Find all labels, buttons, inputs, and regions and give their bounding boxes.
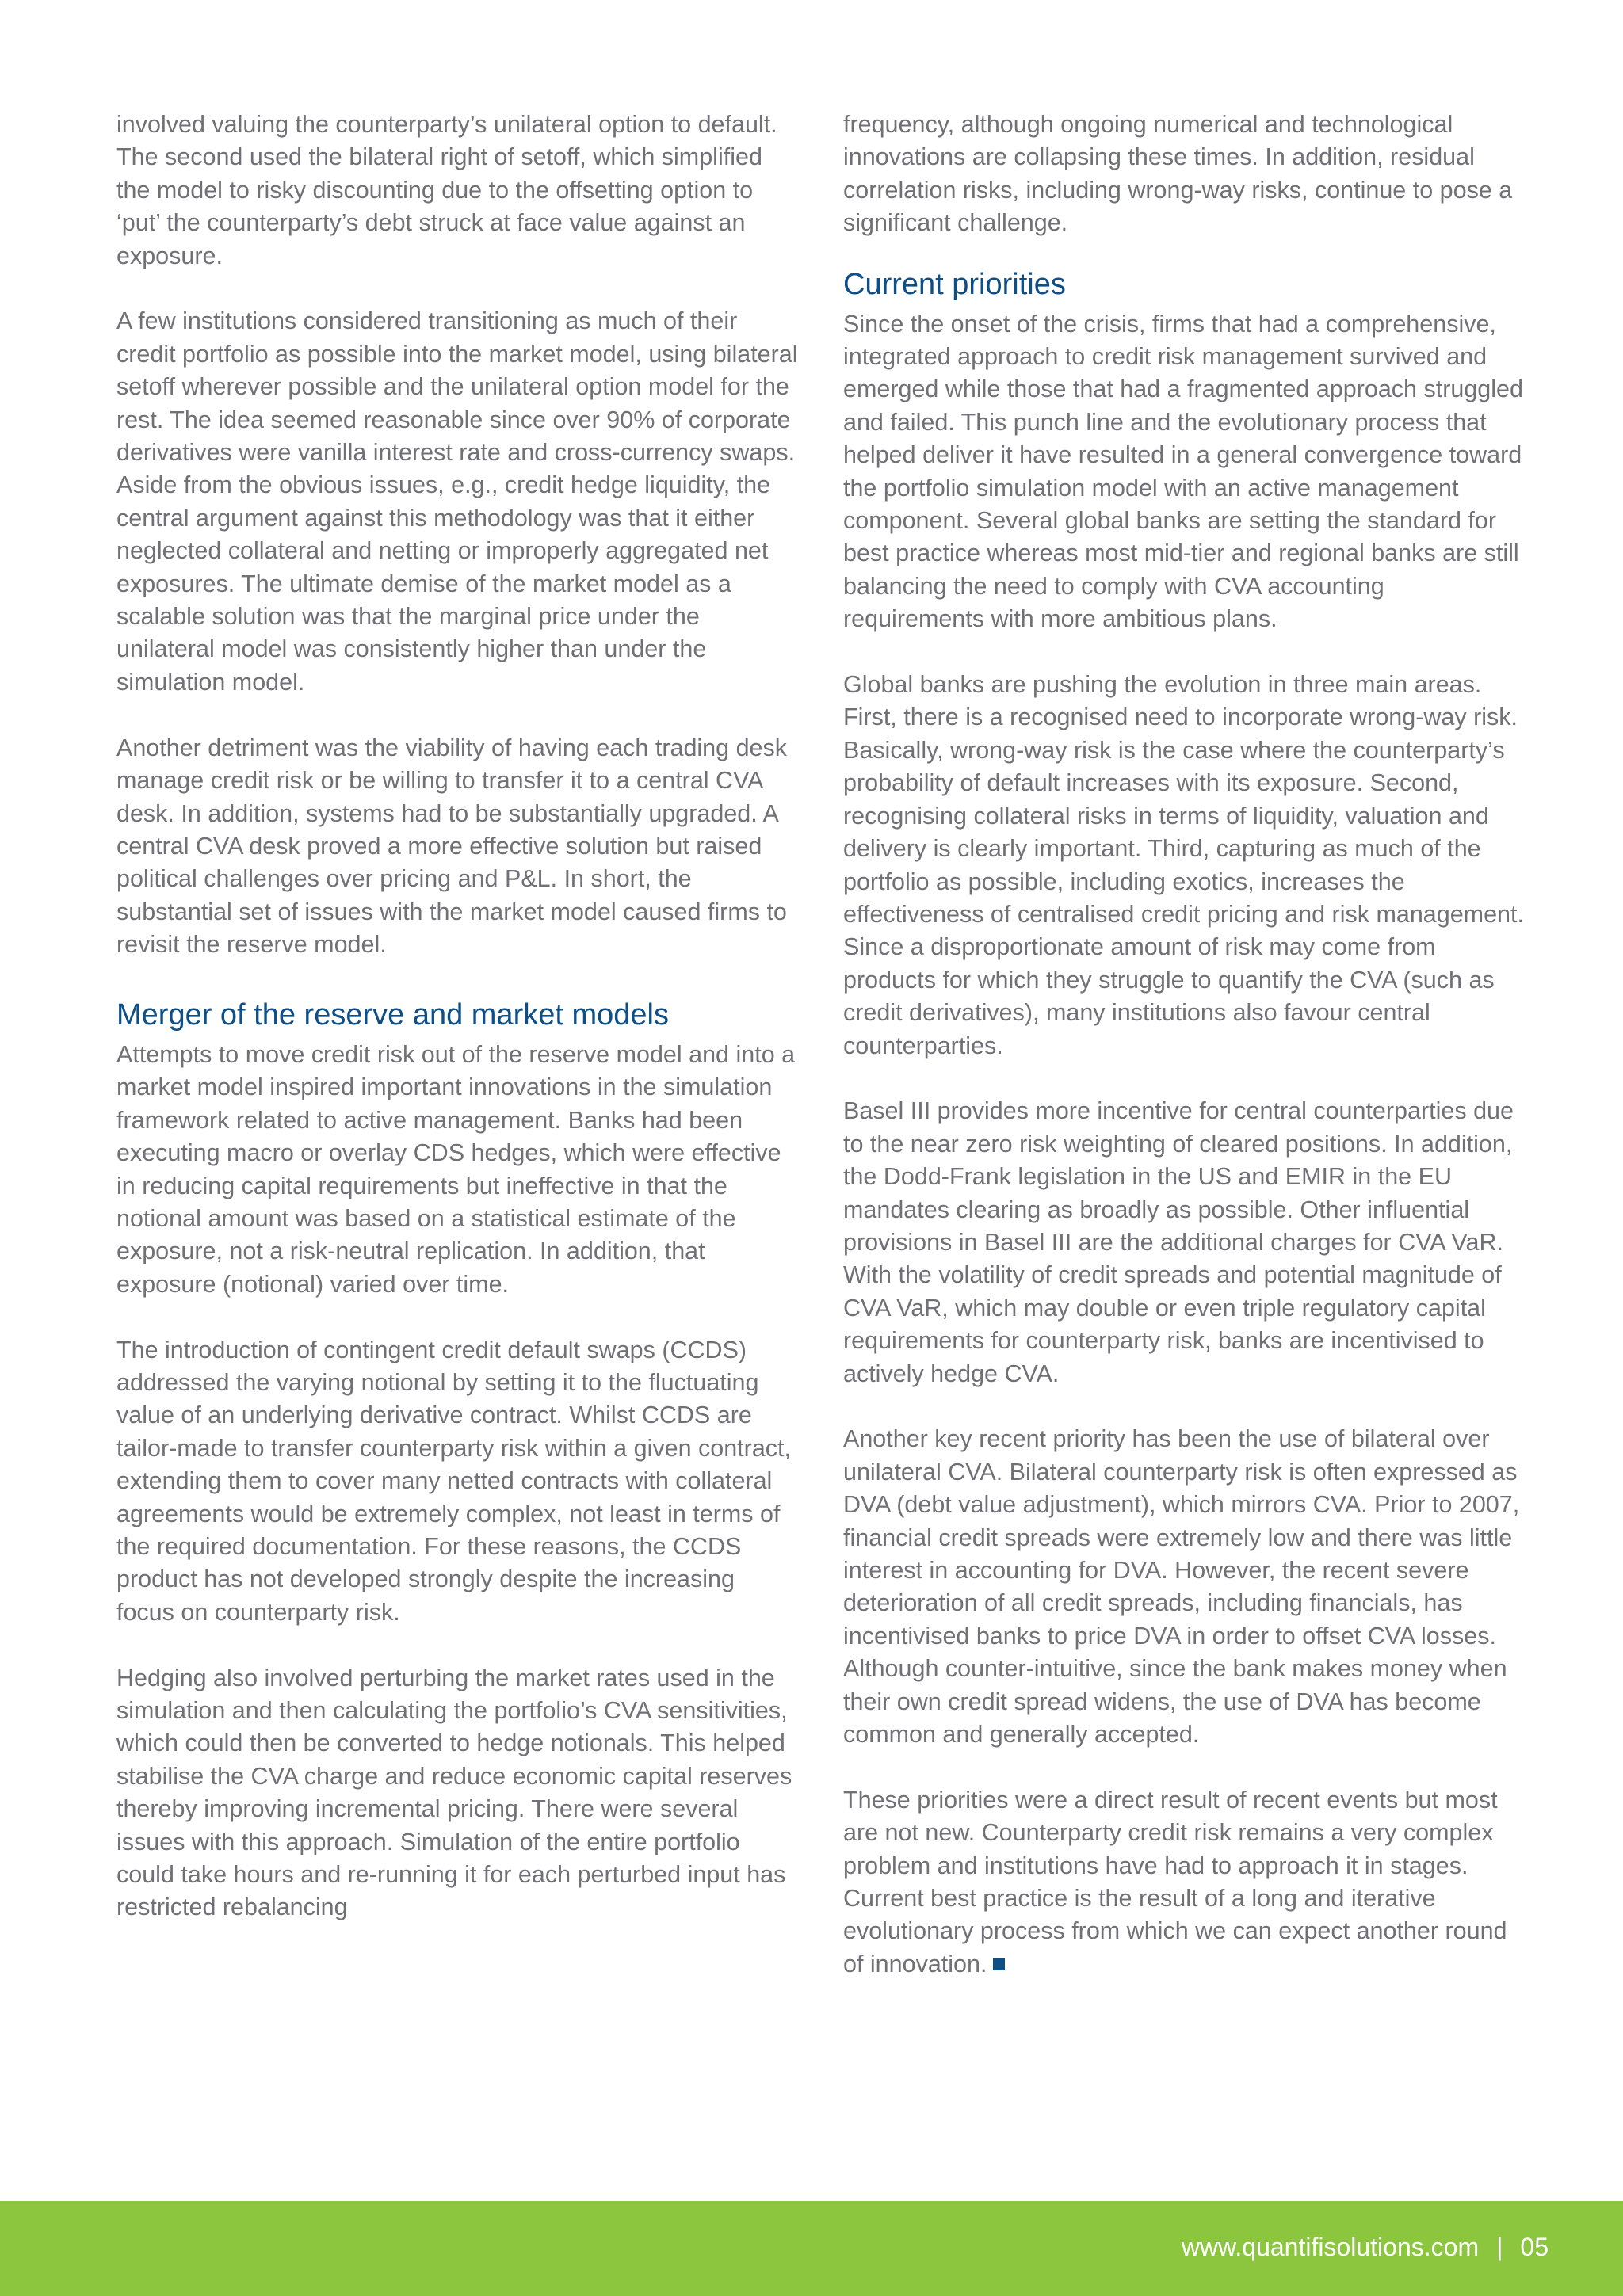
footer-text <box>1182 2231 1549 2263</box>
paragraph: Another detriment was the viability of having each trading desk manage credit risk or be willing to transfer it to a central CVA desk. In addition, systems had to be substantially upgraded. A central CVA desk proved a more effective solution but raised political challenges over pricing and P&L. In short, the substantial set of issues with the market model caused firms to revisit the reserve model. <box>116 734 788 959</box>
paragraph: Basel III provides more incentive for central counterparties due to the near zero risk weighting of cleared positions. In addition, the Dodd-Frank legislation in the US and EMIR in the EU mandates clearing as broadly as possible. Other influential provisions in Basel III are the additional charges for CVA VaR. With the volatility of credit spreads and potential magnitude of CVA VaR, which may double or even triple regulatory capital requirements for counterparty risk, banks are incentivised to actively hedge CVA. <box>843 1097 1514 1387</box>
paragraph: Hedging also involved perturbing the market rates used in the simulation and then calculating the portfolio’s CVA sensitivities, which could then be converted to hedge notionals. This helped stabilise the CVA charge and reduce economic capital reserves thereby improving incremental pricing. There were several issues with this approach. Simulation of the entire portfolio could take hours and re-running it for each perturbed input has restricted rebalancing <box>116 1664 792 1921</box>
paragraph: frequency, although ongoing numerical and technological innovations are collapsing these times. In addition, residual correlation risks, including wrong-way risks, continue to pose a significant challenge. <box>843 111 1513 237</box>
website-link[interactable]: www.quantifisolutions.com <box>1181 2233 1480 2261</box>
right-column <box>843 109 1525 1981</box>
paragraph: A few institutions considered transitioning as much of their credit portfolio as possible into the market model, using bilateral setoff wherever possible and the unilateral option model for the rest. The idea seemed reasonable since over 90% of corporate derivatives were vanilla interest rate and cross-currency swaps. Aside from the obvious issues, e.g., credit hedge liquidity, the central argument against this methodology was that it either neglected collateral and netting or improperly aggregated net exposures. The ultimate demise of the market model as a scalable solution was that the marginal price under the unilateral model was consistently higher than under the simulation model. <box>116 307 798 696</box>
left-column <box>116 109 798 1924</box>
footer-separator: | <box>1496 2233 1503 2261</box>
final-paragraph <box>843 1784 1525 1981</box>
end-of-article-square-icon <box>993 1958 1005 1970</box>
paragraph: involved valuing the counterparty’s unilateral option to default. The second used the bilateral right of setoff, which simplified the model to risky discounting due to the offsetting option to ‘put’ the counterparty’s debt struck at face value against an exposure. <box>116 111 777 269</box>
footer-bar <box>0 2201 1623 2296</box>
paragraph: Attempts to move credit risk out of the reserve model and into a market model inspired important innovations in the simulation framework related to active management. Banks had been executing macro or overlay CDS hedges, which were effective in reducing capital requirements but ineffective in that the notional amount was based on a statistical estimate of the exposure, not a risk-neutral replication. In addition, that exposure (notional) varied over time. <box>116 1040 796 1298</box>
paragraph: The introduction of contingent credit default swaps (CCDS) addressed the varying notional by setting it to the fluctuating value of an underlying derivative contract. Whilst CCDS are tailor-made to transfer counterparty risk within a given contract, extending them to cover many netted contracts with collateral agreements would be extremely complex, not least in terms of the required documentation. For these reasons, the CCDS product has not developed strongly despite the increasing focus on counterparty risk. <box>116 1336 791 1626</box>
section-heading: Current priorities <box>843 267 1066 301</box>
page-number: 05 <box>1520 2233 1549 2261</box>
paragraph: Another key recent priority has been the use of bilateral over unilateral CVA. Bilateral counterparty risk is often expressed as DVA (debt value adjustment), which mirrors CVA. Prior to 2007, financial credit spreads were extremely low and there was little interest in accounting for DVA. However, the recent severe deterioration of all credit spreads, including financials, has incentivised banks to price DVA in order to offset CVA losses. Although counter-intuitive, since the bank makes money when their own credit spread widens, the use of DVA has become common and generally accepted. <box>843 1425 1520 1749</box>
paragraph-text: These priorities were a direct result of recent events but most are not new. Counterparty credit risk remains a very complex problem and institutions have had to approach it in stages. Current best practice is the result of a long and iterative evolutionary process from which we can expect another round of innovation. <box>843 1786 1507 1978</box>
section-heading: Merger of the reserve and market models <box>116 997 669 1032</box>
paragraph: Global banks are pushing the evolution in three main areas. First, there is a recognised need to incorporate wrong-way risk. Basically, wrong-way risk is the case where the counterparty’s probability of default increases with its exposure. Second, recognising collateral risks in terms of liquidity, valuation and delivery is clearly important. Third, capturing as much of the portfolio as possible, including exotics, increases the effectiveness of centralised credit pricing and risk management. Since a disproportionate amount of risk may come from products for which they struggle to quantify the CVA (such as credit derivatives), many institutions also favour central counterparties. <box>843 671 1524 1059</box>
paragraph: Since the onset of the crisis, firms that had a comprehensive, integrated approach to credit risk management survived and emerged while those that had a fragmented approach struggled and failed. This punch line and the evolutionary process that helped deliver it have resulted in a general convergence toward the portfolio simulation model with an active management component. Several global banks are setting the standard for best practice whereas most mid-tier and regional banks are still balancing the need to comply with CVA accounting requirements with more ambitious plans. <box>843 310 1523 633</box>
